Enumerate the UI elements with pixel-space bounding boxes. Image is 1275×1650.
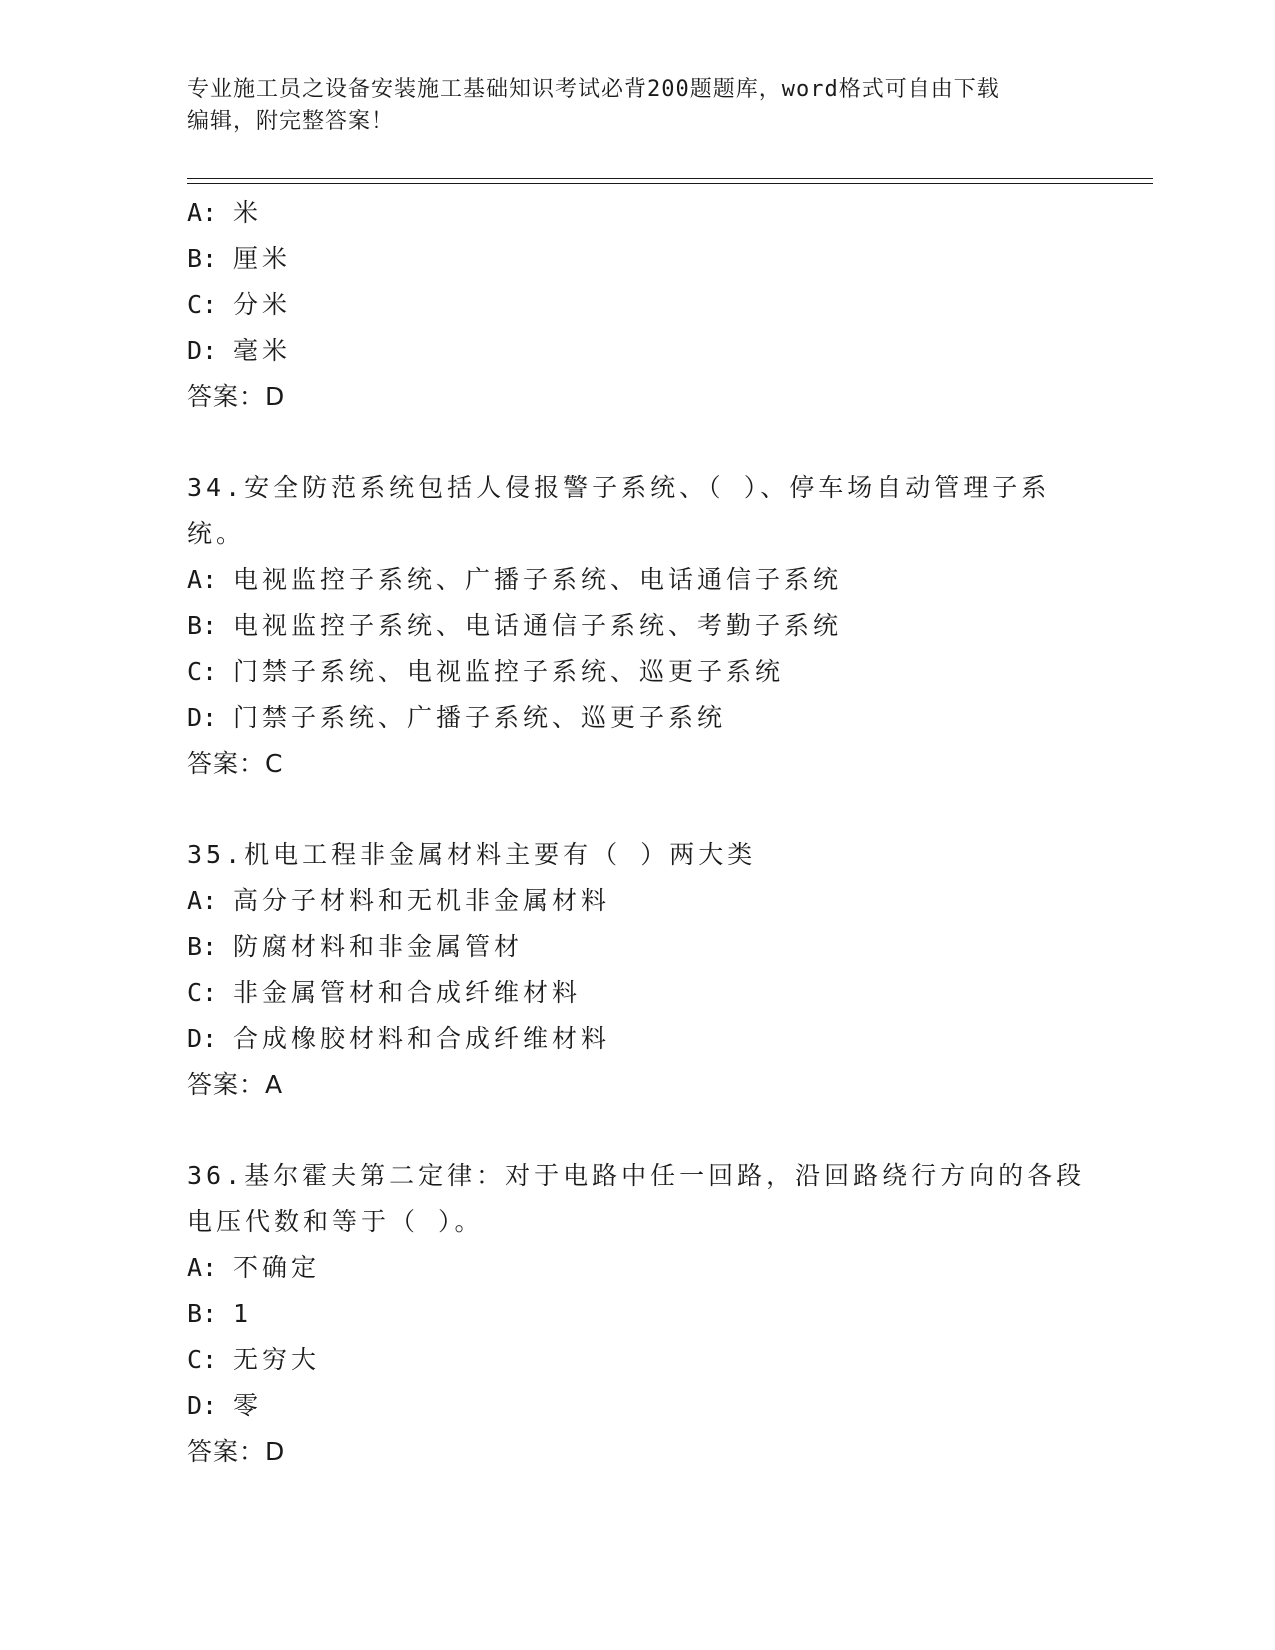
option-text: 电视监控子系统、广播子系统、电话通信子系统 [233,565,843,594]
option-c [187,970,1087,1016]
spacer [187,787,1087,832]
question-content [187,190,1087,1475]
question-35 [187,832,1087,1108]
answer-line: 答案：C [187,749,284,778]
spacer [187,1108,1087,1153]
option-letter: C: [187,657,218,686]
option-letter: A: [187,886,218,915]
option-text: 零 [233,1391,263,1420]
question-stem-continued: 电压代数和等于（ ）。 [187,1207,484,1236]
option-text: 门禁子系统、电视监控子系统、巡更子系统 [233,657,785,686]
answer-line: 答案：D [187,382,286,411]
option-letter: C: [187,978,218,1007]
option-d [187,1016,1087,1062]
answer-line: 答案：A [187,1070,284,1099]
option-d [187,695,1087,741]
question-34 [187,465,1087,787]
option-letter: B: [187,244,218,273]
spacer [187,420,1087,465]
option-letter: A: [187,565,218,594]
question-33 [187,190,1087,420]
question-stem: 34.安全防范系统包括人侵报警子系统、（ ）、停车场自动管理子系 [187,473,1051,502]
option-d [187,1383,1087,1429]
option-text: 电视监控子系统、电话通信子系统、考勤子系统 [233,611,843,640]
option-text: 合成橡胶材料和合成纤维材料 [233,1024,611,1053]
option-a [187,1245,1087,1291]
option-letter: B: [187,932,218,961]
option-a [187,557,1087,603]
option-letter: C: [187,290,218,319]
question-stem-continued: 统。 [187,519,246,548]
option-letter: B: [187,1299,218,1328]
header-line-1: 专业施工员之设备安装施工基础知识考试必背200题题库，word格式可自由下载 [187,77,1000,102]
option-text: 分米 [233,290,292,319]
option-letter: D: [187,703,218,732]
option-text: 1 [233,1299,253,1328]
option-text: 不确定 [233,1253,321,1282]
option-letter: C: [187,1345,218,1374]
option-text: 厘米 [233,244,292,273]
option-b [187,924,1087,970]
page-header [187,74,1087,138]
option-letter: B: [187,611,218,640]
option-c [187,282,1087,328]
header-line-2: 编辑，附完整答案！ [187,109,395,134]
option-text: 米 [233,198,263,227]
option-c [187,1337,1087,1383]
question-stem: 35.机电工程非金属材料主要有（ ）两大类 [187,840,757,869]
option-b [187,236,1087,282]
option-b [187,1291,1087,1337]
option-c [187,649,1087,695]
option-text: 防腐材料和非金属管材 [233,932,524,961]
option-b [187,603,1087,649]
question-36 [187,1153,1087,1475]
option-letter: D: [187,1024,218,1053]
option-text: 高分子材料和无机非金属材料 [233,886,611,915]
option-letter: D: [187,336,218,365]
option-text: 门禁子系统、广播子系统、巡更子系统 [233,703,727,732]
option-letter: D: [187,1391,218,1420]
option-text: 无穷大 [233,1345,321,1374]
option-letter: A: [187,198,218,227]
answer-line: 答案：D [187,1437,286,1466]
option-d [187,328,1087,374]
option-a [187,190,1087,236]
header-double-rule [187,178,1153,184]
option-a [187,878,1087,924]
option-text: 非金属管材和合成纤维材料 [233,978,582,1007]
option-text: 毫米 [233,336,292,365]
question-stem: 36.基尔霍夫第二定律：对于电路中任一回路，沿回路绕行方向的各段 [187,1161,1086,1190]
option-letter: A: [187,1253,218,1282]
